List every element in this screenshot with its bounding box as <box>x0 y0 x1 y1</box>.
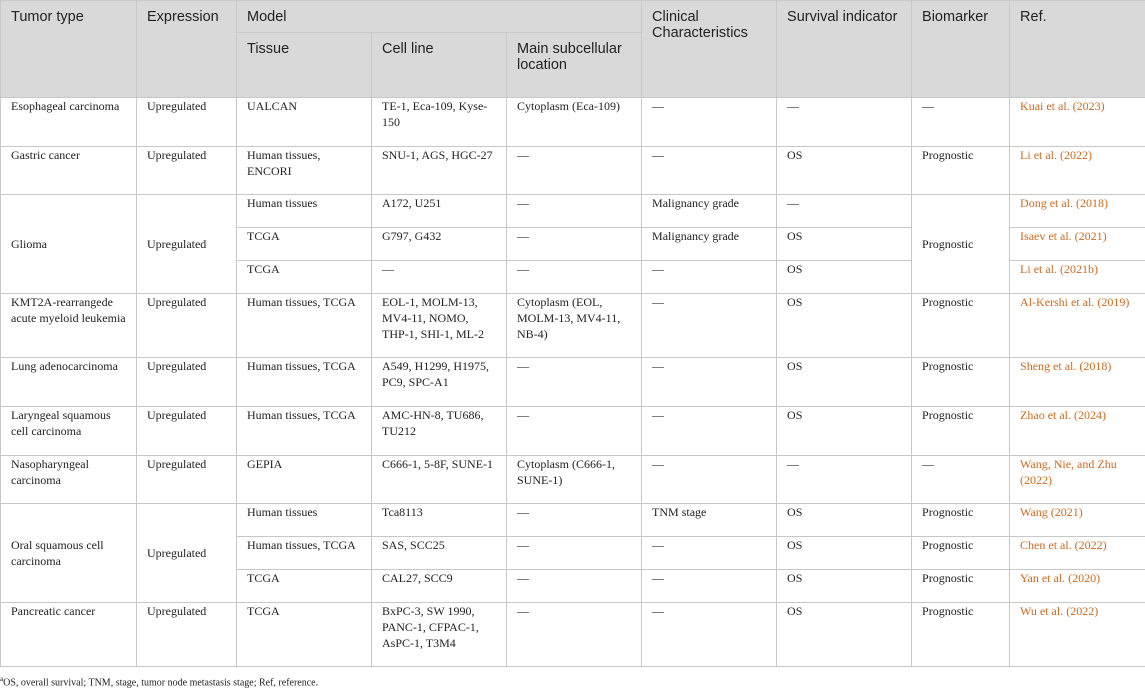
cell-expression: Upregulated <box>137 603 237 667</box>
cell-clinical: — <box>642 358 777 407</box>
cell-location: — <box>507 537 642 570</box>
cell-cell-line: A172, U251 <box>372 195 507 228</box>
cell-tumor: Gastric cancer <box>1 147 137 195</box>
cell-tumor: Pancreatic cancer <box>1 603 137 667</box>
cell-expression: Upregulated <box>137 358 237 407</box>
cell-tumor: Oral squamous cell carcinoma <box>1 504 137 603</box>
cell-tissue: Human tissues, TCGA <box>237 358 372 407</box>
cell-clinical: — <box>642 98 777 147</box>
table-footnote <box>0 675 318 688</box>
table-row <box>1 294 1145 358</box>
cell-clinical: Malignancy grade <box>642 195 777 228</box>
cell-tissue: UALCAN <box>237 98 372 147</box>
cell-cell-line: Tca8113 <box>372 504 507 537</box>
cell-cell-line: — <box>372 261 507 294</box>
cell-biomarker: Prognostic <box>912 570 1010 603</box>
cell-biomarker: Prognostic <box>912 358 1010 407</box>
table-row <box>1 147 1145 195</box>
cell-expression: Upregulated <box>137 456 237 504</box>
reference-link[interactable]: Chen et al. (2022) <box>1010 537 1145 570</box>
cell-tissue: TCGA <box>237 570 372 603</box>
cell-survival: OS <box>777 358 912 407</box>
cell-expression: Upregulated <box>137 195 237 294</box>
cell-tissue: Human tissues <box>237 504 372 537</box>
cell-location: — <box>507 228 642 261</box>
header-cell-line: Cell line <box>372 33 507 98</box>
cell-expression: Upregulated <box>137 147 237 195</box>
cell-cell-line: AMC-HN-8, TU686, TU212 <box>372 407 507 456</box>
cell-survival: OS <box>777 228 912 261</box>
cell-survival: — <box>777 98 912 147</box>
cell-tumor: KMT2A-rearrangede acute myeloid leukemia <box>1 294 137 358</box>
cell-biomarker: Prognostic <box>912 537 1010 570</box>
header-expression: Expression <box>137 1 237 98</box>
cell-location: — <box>507 504 642 537</box>
cell-tissue: TCGA <box>237 261 372 294</box>
header-survival: Survival indicator <box>777 1 912 98</box>
cell-biomarker: — <box>912 98 1010 147</box>
cell-cell-line: CAL27, SCC9 <box>372 570 507 603</box>
reference-link[interactable]: Kuai et al. (2023) <box>1010 98 1145 147</box>
cell-tissue: TCGA <box>237 603 372 667</box>
reference-link[interactable]: Al-Kershi et al. (2019) <box>1010 294 1145 358</box>
reference-link[interactable]: Zhao et al. (2024) <box>1010 407 1145 456</box>
cell-clinical: TNM stage <box>642 504 777 537</box>
table-row <box>1 504 1145 537</box>
cell-survival: — <box>777 195 912 228</box>
cell-cell-line: TE-1, Eca-109, Kyse-150 <box>372 98 507 147</box>
header-tissue: Tissue <box>237 33 372 98</box>
cell-cell-line: EOL-1, MOLM-13, MV4-11, NOMO, THP-1, SHI-1, ML-2 <box>372 294 507 358</box>
header-tumor-type: Tumor type <box>1 1 137 98</box>
cell-tissue: Human tissues, TCGA <box>237 537 372 570</box>
cell-location: — <box>507 261 642 294</box>
reference-link[interactable]: Wang, Nie, and Zhu (2022) <box>1010 456 1145 504</box>
cell-location: — <box>507 603 642 667</box>
table-row <box>1 603 1145 667</box>
cell-tumor: Esophageal carcinoma <box>1 98 137 147</box>
cell-clinical: — <box>642 261 777 294</box>
footnote-text: OS, overall survival; TNM, stage, tumor node metastasis stage; Ref, reference. <box>3 677 319 688</box>
reference-link[interactable]: Dong et al. (2018) <box>1010 195 1145 228</box>
reference-link[interactable]: Wu et al. (2022) <box>1010 603 1145 667</box>
cell-biomarker: Prognostic <box>912 147 1010 195</box>
cell-clinical: Malignancy grade <box>642 228 777 261</box>
cell-tissue: Human tissues <box>237 195 372 228</box>
cell-survival: OS <box>777 603 912 667</box>
cell-expression: Upregulated <box>137 98 237 147</box>
table-row <box>1 98 1145 147</box>
cell-clinical: — <box>642 456 777 504</box>
cell-tissue: GEPIA <box>237 456 372 504</box>
cell-biomarker: Prognostic <box>912 294 1010 358</box>
cell-location: Cytoplasm (Eca-109) <box>507 98 642 147</box>
cell-biomarker: Prognostic <box>912 195 1010 294</box>
cell-cell-line: A549, H1299, H1975, PC9, SPC-A1 <box>372 358 507 407</box>
cell-clinical: — <box>642 603 777 667</box>
table-row <box>1 358 1145 407</box>
cell-cell-line: C666-1, 5-8F, SUNE-1 <box>372 456 507 504</box>
cell-cell-line: SNU-1, AGS, HGC-27 <box>372 147 507 195</box>
cell-survival: OS <box>777 261 912 294</box>
cell-location: — <box>507 407 642 456</box>
cell-biomarker: Prognostic <box>912 407 1010 456</box>
cell-survival: OS <box>777 147 912 195</box>
cell-survival: OS <box>777 407 912 456</box>
cell-tumor: Lung adenocarcinoma <box>1 358 137 407</box>
cell-cell-line: BxPC-3, SW 1990, PANC-1, CFPAC-1, AsPC-1, T3M4 <box>372 603 507 667</box>
cell-biomarker: Prognostic <box>912 603 1010 667</box>
reference-link[interactable]: Isaev et al. (2021) <box>1010 228 1145 261</box>
cell-survival: OS <box>777 294 912 358</box>
cell-expression: Upregulated <box>137 294 237 358</box>
reference-link[interactable]: Yan et al. (2020) <box>1010 570 1145 603</box>
cell-location: — <box>507 358 642 407</box>
reference-link[interactable]: Wang (2021) <box>1010 504 1145 537</box>
cell-clinical: — <box>642 147 777 195</box>
cell-expression: Upregulated <box>137 407 237 456</box>
table-row <box>1 195 1145 228</box>
cell-survival: OS <box>777 504 912 537</box>
cell-biomarker: Prognostic <box>912 504 1010 537</box>
table-row <box>1 456 1145 504</box>
cell-cell-line: G797, G432 <box>372 228 507 261</box>
header-location: Main subcellular location <box>507 33 642 98</box>
cell-clinical: — <box>642 537 777 570</box>
header-ref: Ref. <box>1010 1 1145 98</box>
cell-tissue: Human tissues, ENCORI <box>237 147 372 195</box>
cell-survival: — <box>777 456 912 504</box>
header-biomarker: Biomarker <box>912 1 1010 98</box>
cell-location: Cytoplasm (C666-1, SUNE-1) <box>507 456 642 504</box>
cell-clinical: — <box>642 294 777 358</box>
cell-location: — <box>507 195 642 228</box>
cell-tumor: Nasopharyngeal carcinoma <box>1 456 137 504</box>
header-model: Model <box>237 1 642 33</box>
cell-location: Cytoplasm (EOL, MOLM-13, MV4-11, NB-4) <box>507 294 642 358</box>
reference-link[interactable]: Li et al. (2022) <box>1010 147 1145 195</box>
cell-tumor: Glioma <box>1 195 137 294</box>
cell-survival: OS <box>777 570 912 603</box>
reference-link[interactable]: Sheng et al. (2018) <box>1010 358 1145 407</box>
cell-expression: Upregulated <box>137 504 237 603</box>
cell-clinical: — <box>642 407 777 456</box>
cell-location: — <box>507 570 642 603</box>
table-row <box>1 407 1145 456</box>
footnote-marker: a <box>0 675 4 683</box>
cell-biomarker: — <box>912 456 1010 504</box>
header-clinical: Clinical Characteristics <box>642 1 777 98</box>
cell-clinical: — <box>642 570 777 603</box>
cell-tissue: TCGA <box>237 228 372 261</box>
cell-tumor: Laryngeal squamous cell carcinoma <box>1 407 137 456</box>
cell-tissue: Human tissues, TCGA <box>237 407 372 456</box>
cell-survival: OS <box>777 537 912 570</box>
cell-tissue: Human tissues, TCGA <box>237 294 372 358</box>
cell-location: — <box>507 147 642 195</box>
reference-link[interactable]: Li et al. (2021b) <box>1010 261 1145 294</box>
cell-cell-line: SAS, SCC25 <box>372 537 507 570</box>
